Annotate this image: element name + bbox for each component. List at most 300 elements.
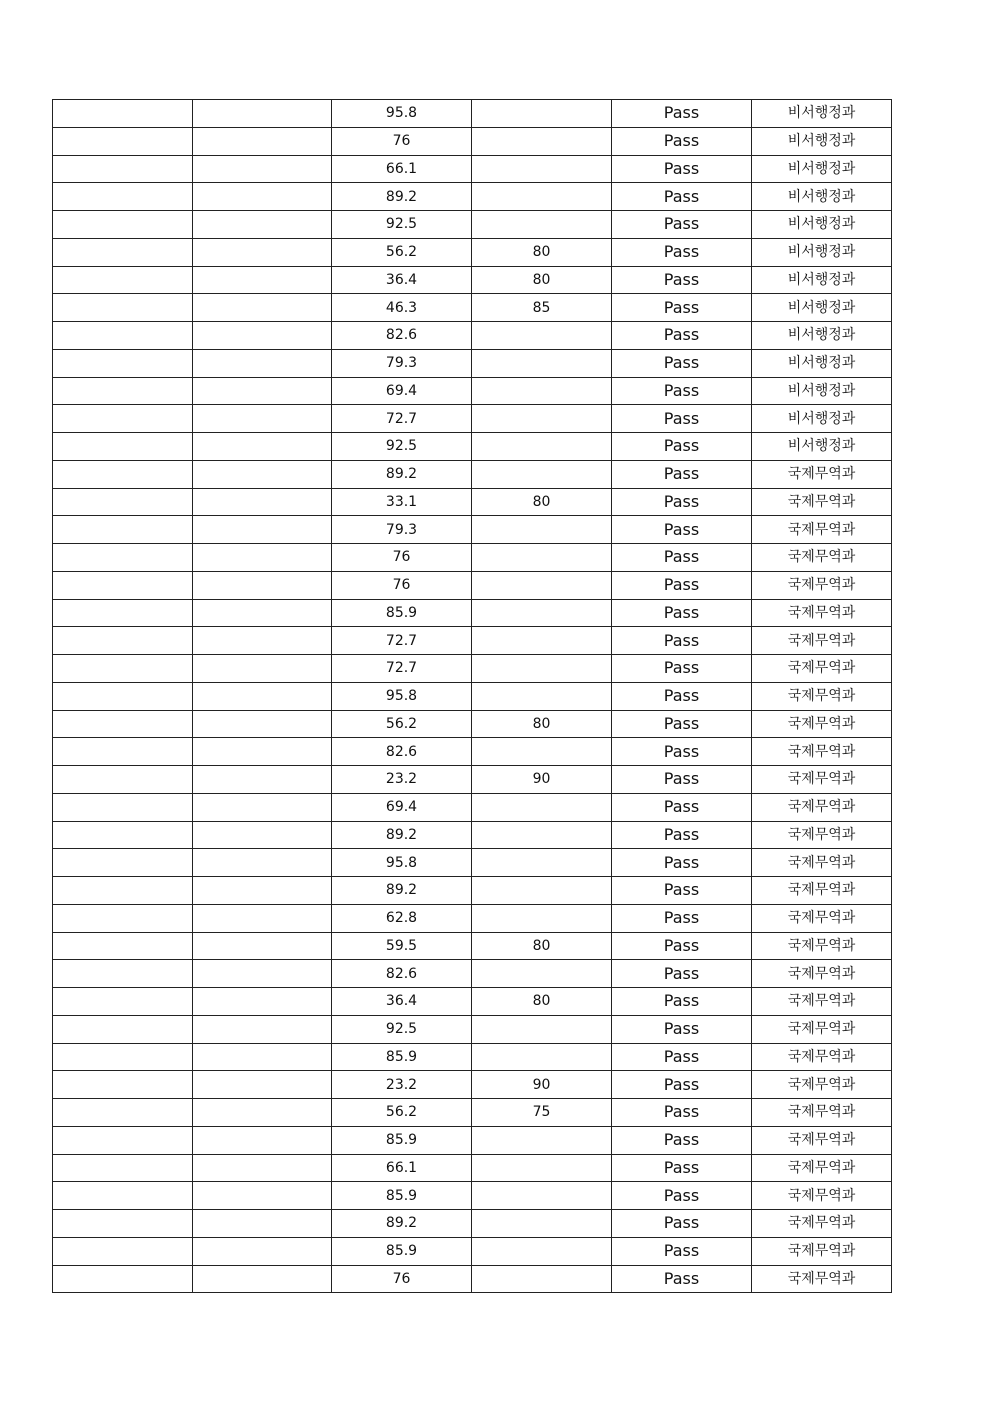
score-cell: 66.1 [332,1154,472,1182]
score-cell: 95.8 [332,682,472,710]
score-cell: 92.5 [332,211,472,239]
cell-col-2 [193,849,332,877]
department-cell: 비서행정과 [752,294,892,322]
result-cell: Pass [612,238,752,266]
extra-score-cell: 80 [472,488,612,516]
table-row [53,349,892,377]
table-row [53,1237,892,1265]
extra-score-cell: 80 [472,238,612,266]
result-cell: Pass [612,322,752,350]
cell-col-1 [53,516,193,544]
extra-score-cell [472,1154,612,1182]
result-cell: Pass [612,960,752,988]
score-cell: 89.2 [332,821,472,849]
result-cell: Pass [612,571,752,599]
department-cell: 국제무역과 [752,1015,892,1043]
score-cell: 92.5 [332,1015,472,1043]
cell-col-1 [53,793,193,821]
cell-col-1 [53,238,193,266]
cell-col-2 [193,377,332,405]
department-cell: 국제무역과 [752,1237,892,1265]
score-cell: 79.3 [332,516,472,544]
cell-col-2 [193,1237,332,1265]
table-row [53,710,892,738]
department-cell: 비서행정과 [752,100,892,128]
score-cell: 56.2 [332,1099,472,1127]
department-cell: 비서행정과 [752,266,892,294]
result-cell: Pass [612,682,752,710]
department-cell: 국제무역과 [752,766,892,794]
result-cell: Pass [612,460,752,488]
cell-col-2 [193,682,332,710]
score-cell: 23.2 [332,766,472,794]
cell-col-2 [193,599,332,627]
table-row [53,1154,892,1182]
table-row [53,627,892,655]
department-cell: 국제무역과 [752,738,892,766]
extra-score-cell: 80 [472,932,612,960]
cell-col-1 [53,988,193,1016]
department-cell: 국제무역과 [752,682,892,710]
department-cell: 국제무역과 [752,821,892,849]
extra-score-cell: 80 [472,710,612,738]
cell-col-1 [53,544,193,572]
result-cell: Pass [612,1210,752,1238]
cell-col-1 [53,294,193,322]
department-cell: 국제무역과 [752,1126,892,1154]
table-row [53,211,892,239]
extra-score-cell [472,599,612,627]
score-cell: 92.5 [332,433,472,461]
table-row [53,571,892,599]
table-row [53,405,892,433]
department-cell: 국제무역과 [752,1099,892,1127]
extra-score-cell: 90 [472,1071,612,1099]
score-cell: 23.2 [332,1071,472,1099]
cell-col-1 [53,766,193,794]
cell-col-2 [193,710,332,738]
department-cell: 국제무역과 [752,710,892,738]
department-cell: 국제무역과 [752,904,892,932]
cell-col-2 [193,1015,332,1043]
result-cell: Pass [612,294,752,322]
extra-score-cell [472,1182,612,1210]
table-row [53,127,892,155]
result-cell: Pass [612,738,752,766]
result-cell: Pass [612,211,752,239]
result-cell: Pass [612,377,752,405]
score-cell: 76 [332,1265,472,1293]
cell-col-2 [193,655,332,683]
table-row [53,599,892,627]
cell-col-1 [53,738,193,766]
score-cell: 46.3 [332,294,472,322]
cell-col-2 [193,571,332,599]
cell-col-1 [53,1015,193,1043]
cell-col-1 [53,1237,193,1265]
extra-score-cell: 85 [472,294,612,322]
cell-col-2 [193,1182,332,1210]
department-cell: 비서행정과 [752,183,892,211]
table-row [53,1015,892,1043]
cell-col-2 [193,1265,332,1293]
cell-col-1 [53,155,193,183]
score-cell: 82.6 [332,738,472,766]
department-cell: 국제무역과 [752,655,892,683]
department-cell: 비서행정과 [752,349,892,377]
extra-score-cell [472,877,612,905]
cell-col-2 [193,349,332,377]
table-row [53,766,892,794]
table-row [53,1071,892,1099]
result-cell: Pass [612,1154,752,1182]
cell-col-2 [193,127,332,155]
extra-score-cell [472,349,612,377]
cell-col-2 [193,793,332,821]
department-cell: 국제무역과 [752,1043,892,1071]
extra-score-cell: 80 [472,988,612,1016]
result-cell: Pass [612,793,752,821]
score-cell: 36.4 [332,266,472,294]
extra-score-cell [472,127,612,155]
department-cell: 비서행정과 [752,405,892,433]
result-cell: Pass [612,655,752,683]
table-row [53,1210,892,1238]
score-cell: 62.8 [332,904,472,932]
cell-col-2 [193,433,332,461]
cell-col-1 [53,211,193,239]
department-cell: 국제무역과 [752,544,892,572]
results-table-body [53,100,892,1293]
cell-col-2 [193,1154,332,1182]
cell-col-2 [193,1043,332,1071]
extra-score-cell [472,738,612,766]
extra-score-cell [472,516,612,544]
department-cell: 국제무역과 [752,793,892,821]
result-cell: Pass [612,266,752,294]
result-cell: Pass [612,1099,752,1127]
cell-col-1 [53,183,193,211]
department-cell: 국제무역과 [752,960,892,988]
score-cell: 66.1 [332,155,472,183]
score-cell: 82.6 [332,322,472,350]
result-cell: Pass [612,766,752,794]
cell-col-1 [53,433,193,461]
cell-col-2 [193,322,332,350]
cell-col-1 [53,1210,193,1238]
department-cell: 비서행정과 [752,155,892,183]
result-cell: Pass [612,100,752,128]
cell-col-1 [53,349,193,377]
score-cell: 85.9 [332,599,472,627]
score-cell: 89.2 [332,460,472,488]
department-cell: 국제무역과 [752,488,892,516]
cell-col-1 [53,377,193,405]
extra-score-cell [472,1265,612,1293]
score-cell: 72.7 [332,655,472,683]
cell-col-1 [53,1071,193,1099]
table-row [53,821,892,849]
result-cell: Pass [612,932,752,960]
cell-col-2 [193,877,332,905]
extra-score-cell [472,377,612,405]
score-cell: 89.2 [332,877,472,905]
cell-col-2 [193,904,332,932]
result-cell: Pass [612,405,752,433]
cell-col-1 [53,960,193,988]
score-cell: 76 [332,571,472,599]
table-row [53,183,892,211]
cell-col-2 [193,1210,332,1238]
table-row [53,877,892,905]
score-cell: 82.6 [332,960,472,988]
score-cell: 56.2 [332,710,472,738]
extra-score-cell [472,1126,612,1154]
extra-score-cell [472,155,612,183]
table-row [53,1099,892,1127]
cell-col-1 [53,488,193,516]
extra-score-cell [472,211,612,239]
result-cell: Pass [612,988,752,1016]
extra-score-cell [472,100,612,128]
cell-col-2 [193,766,332,794]
table-row [53,488,892,516]
result-cell: Pass [612,1265,752,1293]
extra-score-cell [472,460,612,488]
department-cell: 국제무역과 [752,877,892,905]
result-cell: Pass [612,349,752,377]
table-row [53,266,892,294]
cell-col-1 [53,1182,193,1210]
score-cell: 33.1 [332,488,472,516]
cell-col-1 [53,405,193,433]
table-row [53,155,892,183]
department-cell: 국제무역과 [752,460,892,488]
cell-col-1 [53,627,193,655]
cell-col-1 [53,1126,193,1154]
department-cell: 국제무역과 [752,599,892,627]
department-cell: 비서행정과 [752,127,892,155]
cell-col-2 [193,988,332,1016]
extra-score-cell [472,1237,612,1265]
result-cell: Pass [612,127,752,155]
table-row [53,682,892,710]
cell-col-2 [193,1099,332,1127]
result-cell: Pass [612,904,752,932]
extra-score-cell [472,849,612,877]
cell-col-1 [53,599,193,627]
score-cell: 76 [332,544,472,572]
department-cell: 비서행정과 [752,433,892,461]
table-row [53,516,892,544]
department-cell: 국제무역과 [752,627,892,655]
cell-col-1 [53,710,193,738]
department-cell: 국제무역과 [752,1210,892,1238]
score-cell: 69.4 [332,793,472,821]
department-cell: 국제무역과 [752,1182,892,1210]
extra-score-cell [472,1015,612,1043]
result-cell: Pass [612,849,752,877]
result-cell: Pass [612,877,752,905]
cell-col-2 [193,960,332,988]
cell-col-2 [193,155,332,183]
cell-col-1 [53,460,193,488]
cell-col-1 [53,932,193,960]
table-row [53,849,892,877]
score-cell: 95.8 [332,849,472,877]
department-cell: 국제무역과 [752,1071,892,1099]
results-table [52,99,892,1293]
department-cell: 비서행정과 [752,238,892,266]
result-cell: Pass [612,516,752,544]
cell-col-2 [193,100,332,128]
score-cell: 89.2 [332,1210,472,1238]
extra-score-cell [472,821,612,849]
score-cell: 56.2 [332,238,472,266]
extra-score-cell [472,405,612,433]
cell-col-1 [53,100,193,128]
department-cell: 국제무역과 [752,988,892,1016]
cell-col-1 [53,877,193,905]
department-cell: 국제무역과 [752,571,892,599]
department-cell: 국제무역과 [752,1265,892,1293]
extra-score-cell: 90 [472,766,612,794]
score-cell: 76 [332,127,472,155]
extra-score-cell [472,682,612,710]
table-row [53,960,892,988]
table-row [53,793,892,821]
score-cell: 85.9 [332,1237,472,1265]
extra-score-cell [472,322,612,350]
cell-col-1 [53,1154,193,1182]
table-row [53,322,892,350]
department-cell: 비서행정과 [752,322,892,350]
cell-col-1 [53,571,193,599]
cell-col-2 [193,544,332,572]
extra-score-cell [472,793,612,821]
extra-score-cell [472,183,612,211]
table-row [53,377,892,405]
score-cell: 36.4 [332,988,472,1016]
department-cell: 국제무역과 [752,1154,892,1182]
table-row [53,1126,892,1154]
score-cell: 85.9 [332,1126,472,1154]
cell-col-1 [53,849,193,877]
extra-score-cell [472,960,612,988]
cell-col-2 [193,516,332,544]
score-cell: 72.7 [332,405,472,433]
cell-col-1 [53,821,193,849]
table-row [53,1043,892,1071]
cell-col-1 [53,127,193,155]
result-cell: Pass [612,710,752,738]
extra-score-cell: 75 [472,1099,612,1127]
cell-col-2 [193,627,332,655]
extra-score-cell [472,655,612,683]
cell-col-2 [193,211,332,239]
result-cell: Pass [612,1071,752,1099]
table-row [53,988,892,1016]
result-cell: Pass [612,821,752,849]
result-cell: Pass [612,1043,752,1071]
table-row [53,100,892,128]
department-cell: 비서행정과 [752,211,892,239]
result-cell: Pass [612,599,752,627]
cell-col-1 [53,322,193,350]
extra-score-cell: 80 [472,266,612,294]
cell-col-1 [53,1043,193,1071]
cell-col-2 [193,738,332,766]
table-row [53,460,892,488]
extra-score-cell [472,571,612,599]
extra-score-cell [472,544,612,572]
score-cell: 85.9 [332,1043,472,1071]
table-row [53,294,892,322]
result-cell: Pass [612,1237,752,1265]
table-row [53,238,892,266]
cell-col-2 [193,821,332,849]
extra-score-cell [472,904,612,932]
cell-col-1 [53,1099,193,1127]
score-cell: 95.8 [332,100,472,128]
extra-score-cell [472,433,612,461]
cell-col-1 [53,655,193,683]
cell-col-2 [193,932,332,960]
cell-col-2 [193,405,332,433]
cell-col-2 [193,294,332,322]
result-cell: Pass [612,544,752,572]
table-row [53,1265,892,1293]
table-row [53,1182,892,1210]
result-cell: Pass [612,1182,752,1210]
cell-col-1 [53,904,193,932]
cell-col-2 [193,1126,332,1154]
score-cell: 79.3 [332,349,472,377]
result-cell: Pass [612,433,752,461]
result-cell: Pass [612,183,752,211]
cell-col-2 [193,238,332,266]
cell-col-2 [193,460,332,488]
department-cell: 비서행정과 [752,377,892,405]
result-cell: Pass [612,1126,752,1154]
result-cell: Pass [612,627,752,655]
cell-col-1 [53,682,193,710]
score-cell: 89.2 [332,183,472,211]
result-cell: Pass [612,1015,752,1043]
department-cell: 국제무역과 [752,849,892,877]
score-cell: 85.9 [332,1182,472,1210]
score-cell: 69.4 [332,377,472,405]
table-row [53,932,892,960]
table-row [53,655,892,683]
cell-col-1 [53,266,193,294]
extra-score-cell [472,627,612,655]
table-row [53,904,892,932]
score-cell: 59.5 [332,932,472,960]
table-row [53,433,892,461]
result-cell: Pass [612,488,752,516]
department-cell: 국제무역과 [752,516,892,544]
cell-col-2 [193,183,332,211]
extra-score-cell [472,1210,612,1238]
result-cell: Pass [612,155,752,183]
cell-col-2 [193,488,332,516]
cell-col-2 [193,266,332,294]
table-row [53,544,892,572]
score-cell: 72.7 [332,627,472,655]
department-cell: 국제무역과 [752,932,892,960]
table-row [53,738,892,766]
